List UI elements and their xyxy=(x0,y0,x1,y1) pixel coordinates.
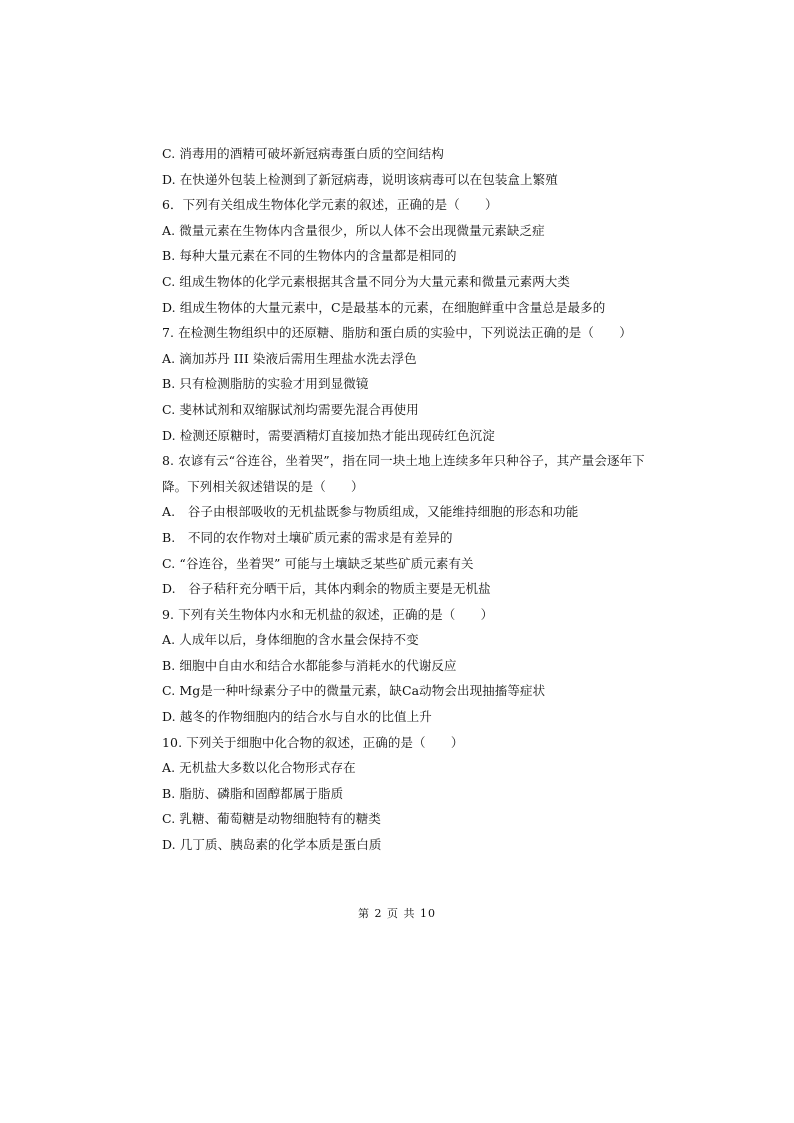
option-7a: A. 滴加苏丹 III 染液后需用生理盐水洗去浮色 xyxy=(162,350,417,366)
option-8c: C. “谷连谷，坐着哭” 可能与土壤缺乏某些矿质元素有关 xyxy=(162,555,474,571)
page-number-footer: 第 2 页 共 10 xyxy=(358,907,436,920)
option-10a: A. 无机盐大多数以化合物形式存在 xyxy=(162,760,356,776)
option-9a: A. 人成年以后，身体细胞的含水量会保持不变 xyxy=(162,632,419,648)
option-7d: D. 检测还原糖时，需要酒精灯直接加热才能出现砖红色沉淀 xyxy=(162,427,495,443)
question-9: 9. 下列有关生物体内水和无机盐的叙述，正确的是（ ） xyxy=(162,606,494,622)
option-7b: B. 只有检测脂肪的实验才用到显微镜 xyxy=(162,376,369,392)
option-8b: B. 不同的农作物对土壤矿质元素的需求是有差异的 xyxy=(162,529,453,545)
option-9c: C. Mg是一种叶绿素分子中的微量元素，缺Ca动物会出现抽搐等症状 xyxy=(162,683,546,699)
option-8d: D. 谷子秸秆充分晒干后，其体内剩余的物质主要是无机盐 xyxy=(162,581,491,597)
option-10b: B. 脂肪、磷脂和固醇都属于脂质 xyxy=(162,785,344,801)
option-9d: D. 越冬的作物细胞内的结合水与自水的比值上升 xyxy=(162,709,432,725)
option-6a: A. 微量元素在生物体内含量很少，所以人体不会出现微量元素缺乏症 xyxy=(162,222,545,238)
question-10: 10. 下列关于细胞中化合物的叙述，正确的是（ ） xyxy=(162,734,464,750)
option-5d: D. 在快递外包装上检测到了新冠病毒，说明该病毒可以在包装盒上繁殖 xyxy=(162,171,558,187)
option-7c: C. 斐林试剂和双缩脲试剂均需要先混合再使用 xyxy=(162,401,419,417)
option-6b: B. 每种大量元素在不同的生物体内的含量都是相同的 xyxy=(162,248,457,264)
option-8a: A. 谷子由根部吸收的无机盐既参与物质组成，又能维持细胞的形态和功能 xyxy=(162,504,579,520)
option-5c: C. 消毒用的酒精可破坏新冠病毒蛋白质的空间结构 xyxy=(162,146,444,161)
question-6: 6．下列有关组成生物体化学元素的叙述，正确的是（ ） xyxy=(162,197,498,213)
question-8-line-2: 降。下列相关叙述错误的是（ ） xyxy=(162,478,364,494)
option-6c: C. 组成生物体的化学元素根据其含量不同分为大量元素和微量元素两大类 xyxy=(162,273,570,289)
question-8-line-1: 8. 农谚有云“谷连谷，坐着哭”，指在同一块土地上连续多年只种谷子，其产量会逐年下 xyxy=(162,453,645,469)
option-10d: D. 几丁质、胰岛素的化学本质是蛋白质 xyxy=(162,837,382,853)
option-6d: D. 组成生物体的大量元素中，C是最基本的元素，在细胞鲜重中含量总是最多的 xyxy=(162,299,606,315)
question-text-block xyxy=(162,141,682,858)
question-7: 7. 在检测生物组织中的还原糖、脂肪和蛋白质的实验中，下列说法正确的是（ ） xyxy=(162,325,632,341)
option-9b: B. 细胞中自由水和结合水都能参与消耗水的代谢反应 xyxy=(162,657,457,673)
option-10c: C. 乳糖、葡萄糖是动物细胞特有的糖类 xyxy=(162,811,381,827)
